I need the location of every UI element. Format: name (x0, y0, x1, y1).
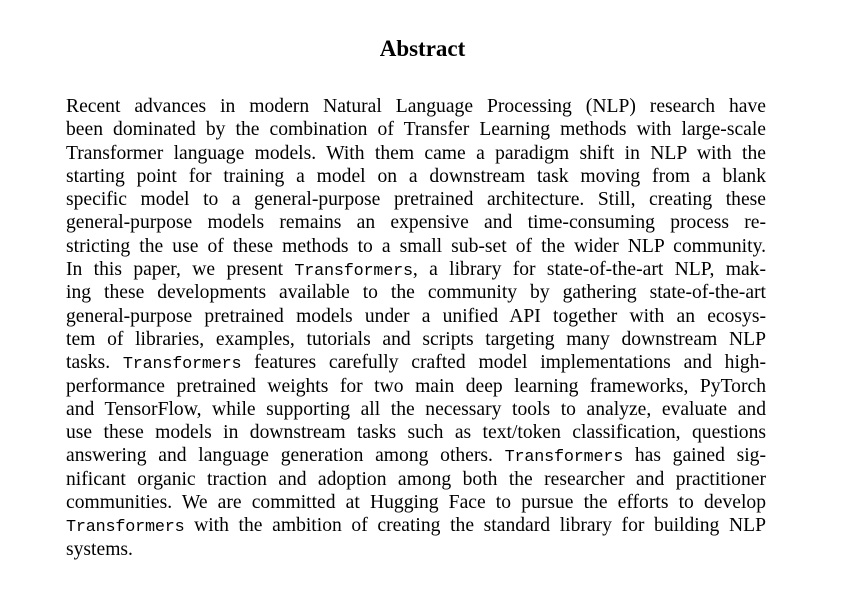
abstract-line (66, 211, 766, 234)
abstract-line (66, 165, 766, 188)
text-segment: Transformer language models. With them came a paradigm shift in NLP with the (66, 142, 766, 164)
abstract-line (66, 305, 766, 328)
code-term: Transformers (122, 355, 242, 375)
text-segment: with the ambition of creating the standard library for building NLP (184, 515, 766, 537)
text-segment: and TensorFlow, while supporting all the necessary tools to analyze, evaluate and (66, 398, 766, 420)
text-segment: In this paper, we present (66, 259, 295, 281)
abstract-line (66, 235, 766, 258)
text-segment: tasks. (66, 352, 123, 374)
text-segment: features carefully crafted model implementations and high- (241, 352, 767, 374)
abstract-line (66, 328, 766, 351)
abstract-line (66, 468, 766, 491)
text-segment: answering and language generation among others. (66, 445, 505, 467)
text-segment: communities. We are committed at Hugging Face to pursue the efforts to develop (66, 492, 766, 514)
text-segment: use these models in downstream tasks such as text/token classification, questions (66, 422, 766, 444)
abstract-line (66, 491, 766, 514)
abstract-line (66, 258, 766, 281)
abstract-line (66, 538, 766, 561)
abstract-line (66, 444, 766, 467)
text-segment: specific model to a general-purpose pretrained architecture. Still, creating these (66, 189, 766, 211)
abstract-line (66, 514, 766, 537)
text-segment: stricting the use of these methods to a small sub-set of the wider NLP community. (66, 235, 766, 257)
text-segment: ing these developments available to the community by gathering state-of-the-art (66, 282, 766, 304)
text-segment: starting point for training a model on a downstream task moving from a blank (66, 165, 766, 187)
text-segment: Recent advances in modern Natural Language Processing (NLP) research have (66, 96, 766, 117)
text-segment: has gained sig- (623, 445, 766, 467)
abstract-line (66, 281, 766, 304)
code-term: Transformers (66, 518, 185, 538)
abstract-line (66, 142, 766, 165)
abstract-line (66, 351, 766, 374)
abstract-line (66, 375, 766, 398)
text-segment: general-purpose models remains an expensive and time-consuming process re- (66, 212, 766, 234)
text-segment: tem of libraries, examples, tutorials and scripts targeting many downstream NLP (66, 328, 766, 350)
abstract-line (66, 421, 766, 444)
code-term: Transformers (294, 262, 413, 282)
abstract-line (66, 188, 766, 211)
text-segment: been dominated by the combination of Transfer Learning methods with large-scale (66, 119, 766, 141)
text-segment: , a library for state-of-the-art NLP, mak- (412, 259, 766, 281)
abstract-line (66, 118, 766, 141)
abstract-line (66, 398, 766, 421)
abstract-heading: Abstract (379, 36, 466, 61)
code-term: Transformers (504, 448, 624, 468)
text-segment: general-purpose pretrained models under a unified API together with an ecosys- (66, 305, 766, 327)
text-segment: systems. (66, 538, 133, 560)
abstract-body (66, 95, 766, 561)
text-segment: performance pretrained weights for two main deep learning frameworks, PyTorch (66, 375, 766, 397)
abstract-line (66, 95, 766, 118)
text-segment: nificant organic traction and adoption among both the researcher and practitioner (66, 468, 766, 490)
